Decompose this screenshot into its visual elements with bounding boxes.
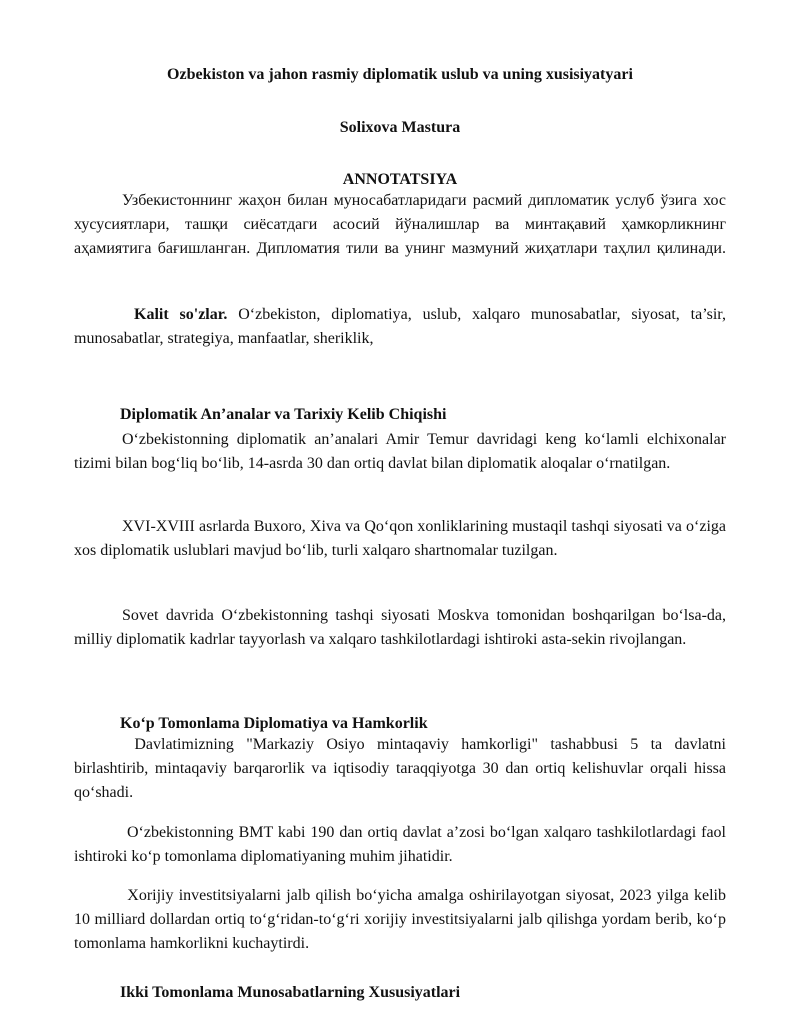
section-1-paragraph-3 (74, 604, 726, 652)
section-1-paragraph-1-text: O‘zbekistonning diplomatik an’analari Amir Temur davridagi keng ko‘lamli elchixonalar tizimi bilan bog‘liq bo‘lib, 14-asrda 30 dan ortiq davlat bilan diplomatik aloqalar o‘rnatilgan. (74, 431, 726, 472)
section-heading-1: Diplomatik An’analar va Tarixiy Kelib Chiqishi (120, 406, 447, 423)
section-2-paragraph-1-text: Davlatimizning "Markaziy Osiyo mintaqaviy hamkorligi" tashabbusi 5 ta davlatni birlashtirib, mintaqaviy barqarorlik va iqtisodiy taraqqiyotga 30 dan ortiq kelishuvlar orqali hissa qo‘shadi. (74, 736, 726, 801)
section-2-paragraph-2-text: O‘zbekistonning BMT kabi 190 dan ortiq davlat a’zosi bo‘lgan xalqaro tashkilotlardagi faol ishtiroki ko‘p tomonlama diplomatiyaning muhim jihatidir. (74, 824, 726, 865)
document-title: Ozbekiston va jahon rasmiy diplomatik uslub va uning xusisiyatyari (167, 66, 633, 83)
document-author: Solixova Mastura (339, 119, 461, 136)
section-1-paragraph-1 (74, 428, 726, 476)
keywords-paragraph (74, 303, 726, 351)
section-1-paragraph-2-text: XVI-XVIII asrlarda Buxoro, Xiva va Qo‘qon xonliklarining mustaqil tashqi siyosati va o‘ziga xos diplomatik uslublari mavjud bo‘lib, turli xalqaro shartnomalar tuzilgan. (74, 518, 726, 559)
annotation-text: Узбекистоннинг жаҳон билан муносабатларидаги расмий дипломатик услуб ўзига хос хусусиятлари, ташқи сиёсатдаги асосий йўналишлар ва минтақавий ҳамкорликнинг аҳамиятига бағишланган. Дипломатия тили ва унинг мазмуний жиҳатлари таҳлил қилинади. (74, 192, 726, 257)
annotation-paragraph (74, 189, 726, 261)
section-heading-3: Ikki Tomonlama Munosabatlarning Xususiyatlari (120, 984, 461, 1001)
section-2-paragraph-2 (74, 821, 726, 869)
annotation-heading: ANNOTATSIYA (342, 171, 458, 188)
keywords-label: Kalit so'zlar. (134, 306, 228, 323)
section-1-paragraph-3-text: Sovet davrida O‘zbekistonning tashqi siyosati Moskva tomonidan boshqarilgan bo‘lsa-da, milliy diplomatik kadrlar tayyorlash va xalqaro tashkilotlardagi ishtiroki asta-sekin rivojlangan. (74, 607, 726, 648)
section-1-paragraph-2 (74, 515, 726, 563)
keywords-text: O‘zbekiston, diplomatiya, uslub, xalqaro munosabatlar, siyosat, ta’sir, munosabatlar, strategiya, manfaatlar, sheriklik, (74, 306, 726, 347)
section-2-paragraph-3 (74, 884, 726, 956)
section-heading-2: Ko‘p Tomonlama Diplomatiya va Hamkorlik (120, 715, 428, 732)
section-2-paragraph-1 (74, 733, 726, 805)
section-2-paragraph-3-text: Xorijiy investitsiyalarni jalb qilish bo‘yicha amalga oshirilayotgan siyosat, 2023 yilga kelib 10 milliard dollardan ortiq to‘g‘ridan-to‘g‘ri xorijiy investitsiyalarni jalb qilishga yordam berib, ko‘p tomonlama hamkorlikni kuchaytirdi. (74, 887, 726, 952)
